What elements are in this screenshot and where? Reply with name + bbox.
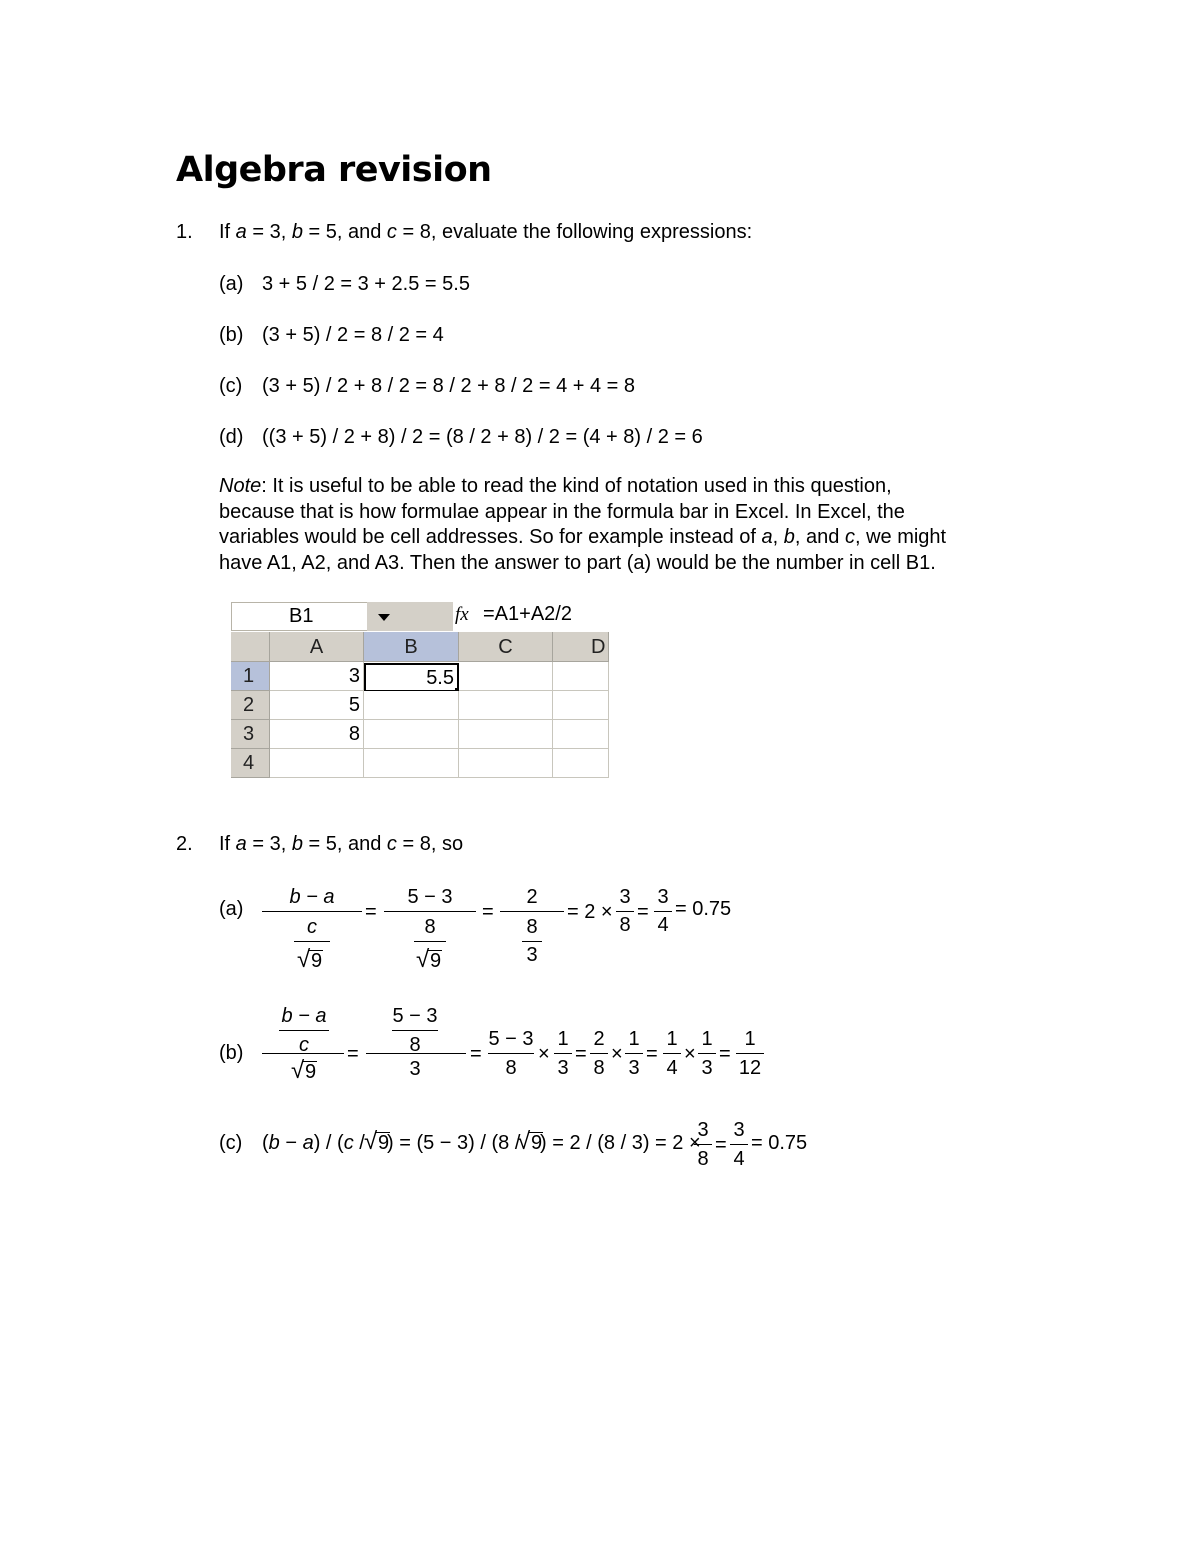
cell-c4[interactable]	[459, 749, 553, 778]
item-label: (a)	[219, 273, 244, 295]
denominator: 3	[701, 1057, 713, 1079]
denominator: 8	[505, 1057, 517, 1079]
fraction-bar	[262, 1053, 344, 1054]
name-box-dropdown[interactable]	[367, 602, 403, 631]
question-prompt: If a = 3, b = 5, and c = 8, evaluate the following expressions:	[219, 221, 753, 243]
column-header-d[interactable]: D	[553, 632, 609, 662]
times-sign: ×	[611, 1043, 623, 1065]
denominator: 8	[593, 1057, 605, 1079]
numerator: 2	[526, 886, 538, 908]
fraction-bar	[694, 1144, 712, 1145]
fraction-bar	[384, 911, 476, 912]
name-box[interactable]: B1	[231, 602, 368, 631]
times-sign: ×	[684, 1043, 696, 1065]
item-label: (a)	[219, 898, 244, 920]
denominator: 8	[697, 1148, 709, 1170]
result: = 0.75	[675, 898, 732, 920]
expression: 3 + 5 / 2 = 3 + 2.5 = 5.5	[262, 273, 470, 295]
multiply-term: = 2 ×	[567, 901, 613, 923]
fraction-bar	[616, 911, 634, 912]
cell-d1[interactable]	[553, 662, 609, 691]
fraction-bar	[590, 1053, 608, 1054]
denominator: 8	[619, 914, 631, 936]
equals-sign: =	[365, 901, 377, 923]
fx-icon[interactable]: fx	[455, 604, 469, 625]
question-number: 2.	[176, 833, 193, 855]
item-label: (d)	[219, 426, 244, 448]
fraction-bar	[366, 1053, 466, 1054]
question-number: 1.	[176, 221, 193, 243]
fraction-bar	[522, 941, 542, 942]
denominator: 3	[628, 1057, 640, 1079]
equals-sign: =	[347, 1043, 359, 1065]
denominator: 8	[526, 916, 538, 938]
fraction-bar	[392, 1030, 438, 1031]
item-label: (b)	[219, 324, 244, 346]
excel-snippet	[231, 601, 609, 778]
fraction-bar	[736, 1053, 764, 1054]
denominator: 4	[733, 1148, 745, 1170]
cell-c2[interactable]	[459, 691, 553, 720]
expression: (3 + 5) / 2 + 8 / 2 = 8 / 2 + 8 / 2 = 4 + 4 = 8	[262, 375, 636, 397]
numerator: 1	[701, 1028, 713, 1050]
formula-bar	[231, 601, 609, 631]
denominator: 4	[657, 914, 669, 936]
cell-a4[interactable]	[270, 749, 364, 778]
fraction-bar	[262, 911, 362, 912]
row-header-1[interactable]: 1	[231, 662, 270, 691]
denominator: 3	[409, 1058, 421, 1080]
cell-b3[interactable]	[364, 720, 459, 749]
fraction-bar	[730, 1144, 748, 1145]
select-all-corner[interactable]	[231, 632, 270, 662]
dropdown-arrow-icon	[378, 614, 390, 621]
cell-d4[interactable]	[553, 749, 609, 778]
item-label: (c)	[219, 375, 243, 397]
expression: (3 + 5) / 2 = 8 / 2 = 4	[262, 324, 444, 346]
equals-sign: =	[482, 901, 494, 923]
row-header-4[interactable]: 4	[231, 749, 270, 778]
cell-b4[interactable]	[364, 749, 459, 778]
item-label: (b)	[219, 1042, 244, 1064]
fraction-bar	[488, 1053, 534, 1054]
numerator: 5 − 3	[407, 886, 453, 908]
equals-sign: =	[646, 1043, 658, 1065]
cell-a2[interactable]: 5	[270, 691, 364, 720]
cell-b1[interactable]: 5.5	[364, 663, 459, 692]
numerator: 5 − 3	[488, 1028, 534, 1050]
fraction-bar	[663, 1053, 681, 1054]
numerator: 5 − 3	[392, 1005, 438, 1027]
note-paragraph: Note: It is useful to be able to read the kind of notation used in this question, because that is how formulae appear in the formula bar in Excel. In Excel, the variables would be cell addresses. So for example instead of a, b, and c, we might have A1, A2, and A3. Then the answer to part (a) would be the number in cell B1.	[219, 475, 947, 574]
fraction-bar	[279, 1030, 329, 1031]
denominator: 8	[409, 1034, 421, 1056]
numerator: 1	[557, 1028, 569, 1050]
equals-sign: =	[470, 1043, 482, 1065]
equals-sign: =	[719, 1043, 731, 1065]
expression: ) = (5 − 3) / (8 /	[387, 1132, 521, 1154]
cell-b2[interactable]	[364, 691, 459, 720]
numerator: 1	[666, 1028, 678, 1050]
numerator: 2	[593, 1028, 605, 1050]
question-prompt: If a = 3, b = 5, and c = 8, so	[219, 833, 464, 855]
expression: ) = 2 / (8 / 3) = 2 ×	[540, 1132, 701, 1154]
item-label: (c)	[219, 1132, 243, 1154]
page-title: Algebra revision	[176, 150, 492, 190]
numerator: 1	[628, 1028, 640, 1050]
denominator: 4	[666, 1057, 678, 1079]
equals-sign: =	[715, 1134, 727, 1156]
numerator: b − a	[281, 1005, 327, 1027]
cell-a1[interactable]: 3	[270, 662, 364, 691]
denominator: 12	[738, 1057, 762, 1079]
fraction-bar	[500, 911, 564, 912]
fraction-bar	[698, 1053, 716, 1054]
note-lead: Note	[219, 475, 262, 497]
numerator: b − a	[289, 886, 335, 908]
fraction-bar	[554, 1053, 572, 1054]
numerator: 3	[619, 886, 631, 908]
cell-a3[interactable]: 8	[270, 720, 364, 749]
result: = 0.75	[751, 1132, 808, 1154]
fraction-bar	[414, 941, 446, 942]
denominator: 3	[557, 1057, 569, 1079]
cell-d2[interactable]	[553, 691, 609, 720]
expression: (b − a) / (c /	[262, 1132, 365, 1154]
cell-c3[interactable]	[459, 720, 553, 749]
times-sign: ×	[538, 1043, 550, 1065]
equals-sign: =	[637, 901, 649, 923]
fraction-bar	[294, 941, 330, 942]
formula-input[interactable]: =A1+A2/2	[483, 603, 572, 625]
row-header-2[interactable]: 2	[231, 691, 270, 720]
fraction-bar	[625, 1053, 643, 1054]
denominator: c	[299, 1034, 309, 1056]
cell-d3[interactable]	[553, 720, 609, 749]
row-header-3[interactable]: 3	[231, 720, 270, 749]
numerator: 3	[697, 1119, 709, 1141]
numerator: 1	[744, 1028, 756, 1050]
equals-sign: =	[575, 1043, 587, 1065]
cell-c1[interactable]	[459, 662, 553, 691]
column-header-b[interactable]: B	[364, 632, 459, 662]
column-header-a[interactable]: A	[270, 632, 364, 662]
denominator: c	[307, 916, 317, 938]
expression: ((3 + 5) / 2 + 8) / 2 = (8 / 2 + 8) / 2 = (4 + 8) / 2 = 6	[262, 426, 703, 448]
numerator: 3	[733, 1119, 745, 1141]
numerator: 3	[657, 886, 669, 908]
fraction-bar	[654, 911, 672, 912]
column-header-c[interactable]: C	[459, 632, 553, 662]
denominator: 3	[526, 944, 538, 966]
denominator: 8	[424, 916, 436, 938]
